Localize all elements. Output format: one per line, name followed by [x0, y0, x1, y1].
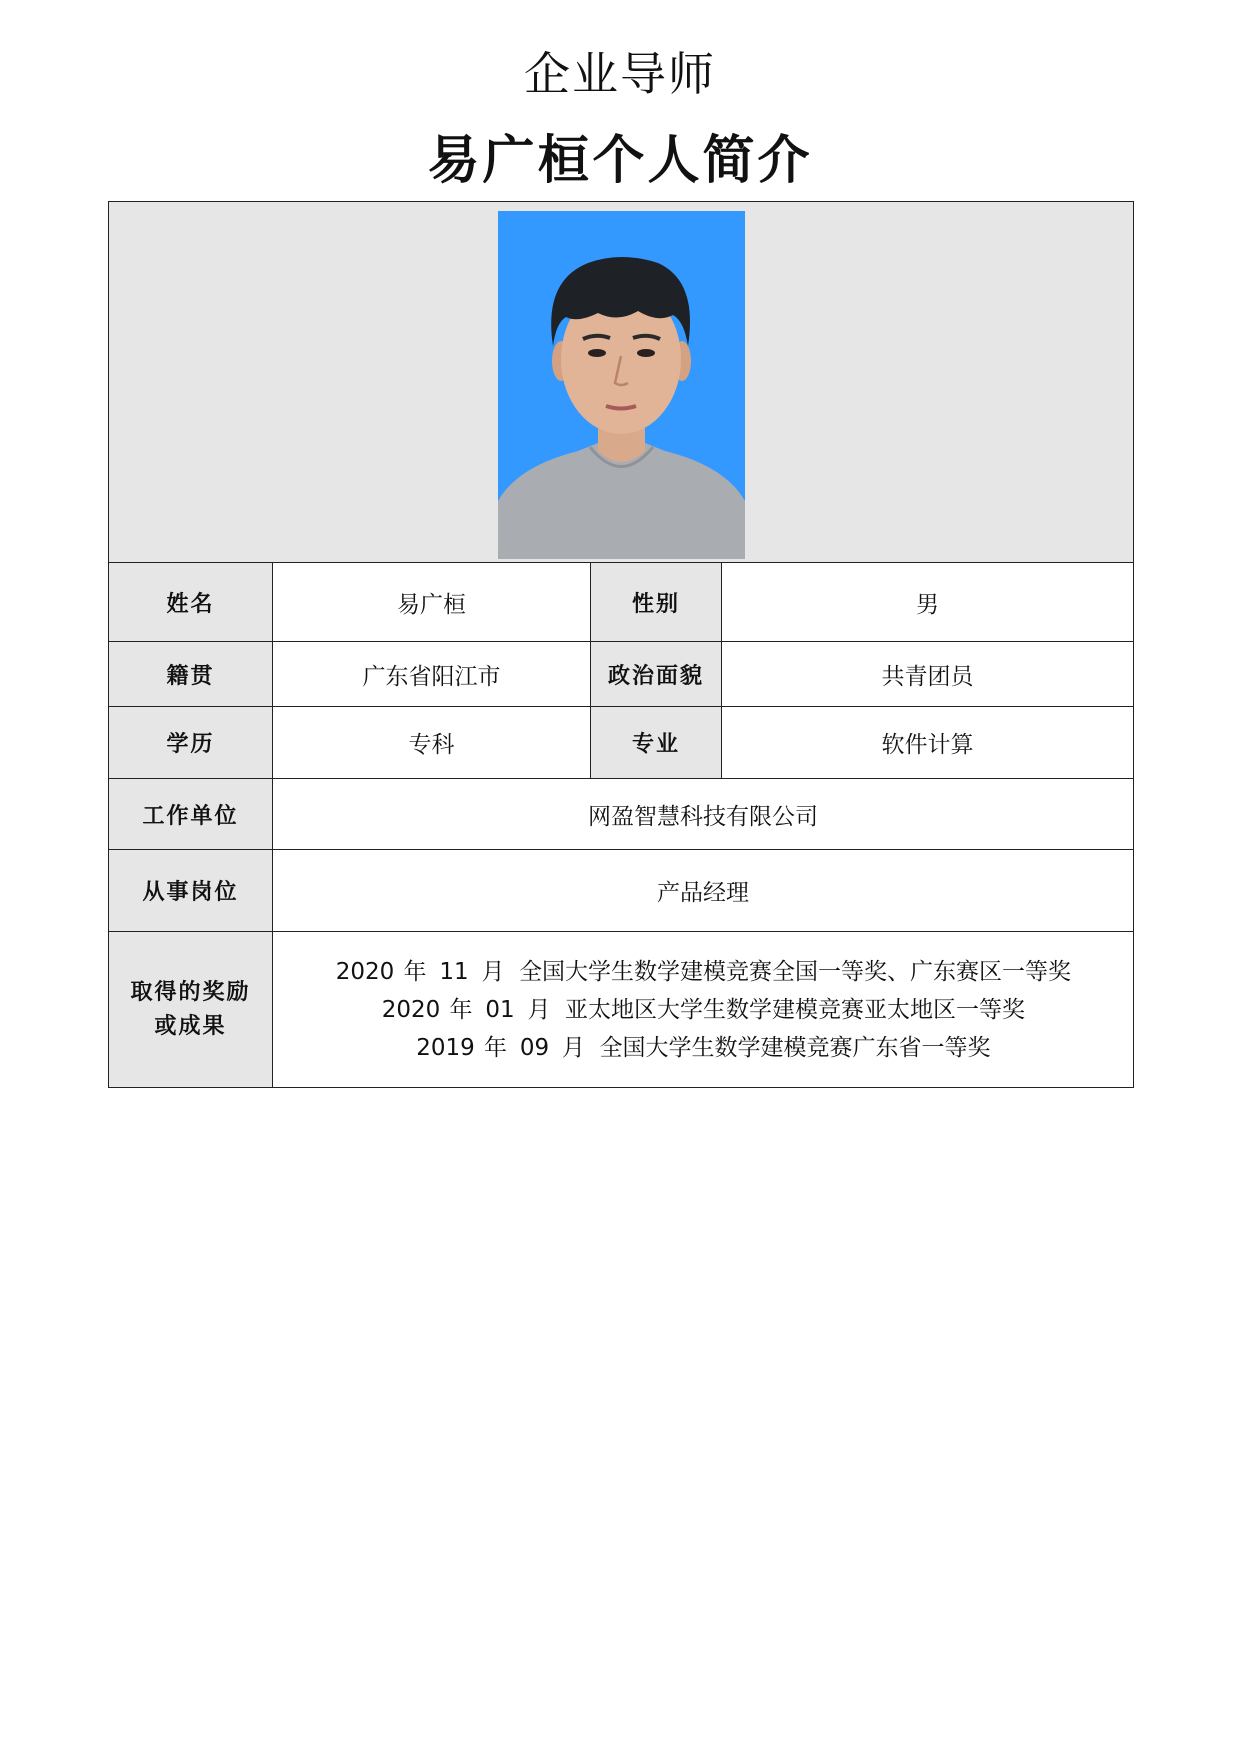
education-label: 学历 — [109, 707, 273, 779]
employer-value: 网盈智慧科技有限公司 — [273, 779, 1134, 850]
page-subtitle: 企业导师 — [524, 47, 716, 101]
award-month: 01 — [485, 996, 515, 1023]
position-value: 产品经理 — [273, 850, 1134, 932]
award-item — [273, 1029, 1133, 1067]
major-label: 专业 — [591, 707, 722, 779]
major-value: 软件计算 — [722, 707, 1134, 779]
awards-label — [109, 932, 273, 1088]
award-year: 2020 — [335, 958, 395, 985]
award-year-unit: 年 — [403, 958, 427, 985]
education-value: 专科 — [273, 707, 591, 779]
position-label: 从事岗位 — [109, 850, 273, 932]
employer-label: 工作单位 — [109, 779, 273, 850]
name-label: 姓名 — [109, 563, 273, 642]
award-month-unit: 月 — [527, 996, 551, 1023]
award-month: 09 — [519, 1034, 550, 1061]
award-year-unit: 年 — [449, 996, 473, 1023]
origin-value: 广东省阳江市 — [273, 642, 591, 707]
award-text: 全国大学生数学建模竞赛全国一等奖、广东赛区一等奖 — [519, 958, 1071, 985]
award-month-unit: 月 — [562, 1034, 585, 1061]
politics-value: 共青团员 — [722, 642, 1134, 707]
award-item — [273, 991, 1133, 1029]
gender-label: 性别 — [591, 563, 722, 642]
origin-label: 籍贯 — [109, 642, 273, 707]
award-text: 全国大学生数学建模竞赛广东省一等奖 — [599, 1034, 991, 1061]
name-value: 易广桓 — [273, 563, 591, 642]
page-title: 易广桓个人简介 — [427, 131, 813, 191]
award-year-unit: 年 — [484, 1034, 507, 1061]
awards-list — [273, 932, 1134, 1088]
award-year: 2019 — [416, 1034, 475, 1061]
politics-label: 政治面貌 — [591, 642, 722, 707]
photo-cell — [109, 202, 1134, 563]
portrait-photo — [498, 211, 745, 559]
award-month-unit: 月 — [481, 958, 505, 985]
awards-label-line1: 取得的奖励 — [130, 979, 251, 1005]
profile-table — [108, 201, 1134, 1088]
award-year: 2020 — [381, 996, 441, 1023]
awards-label-line2: 或成果 — [154, 1013, 227, 1039]
award-text: 亚太地区大学生数学建模竞赛亚太地区一等奖 — [565, 996, 1025, 1023]
award-item — [273, 953, 1133, 991]
gender-value: 男 — [722, 563, 1134, 642]
award-month: 11 — [439, 958, 469, 985]
